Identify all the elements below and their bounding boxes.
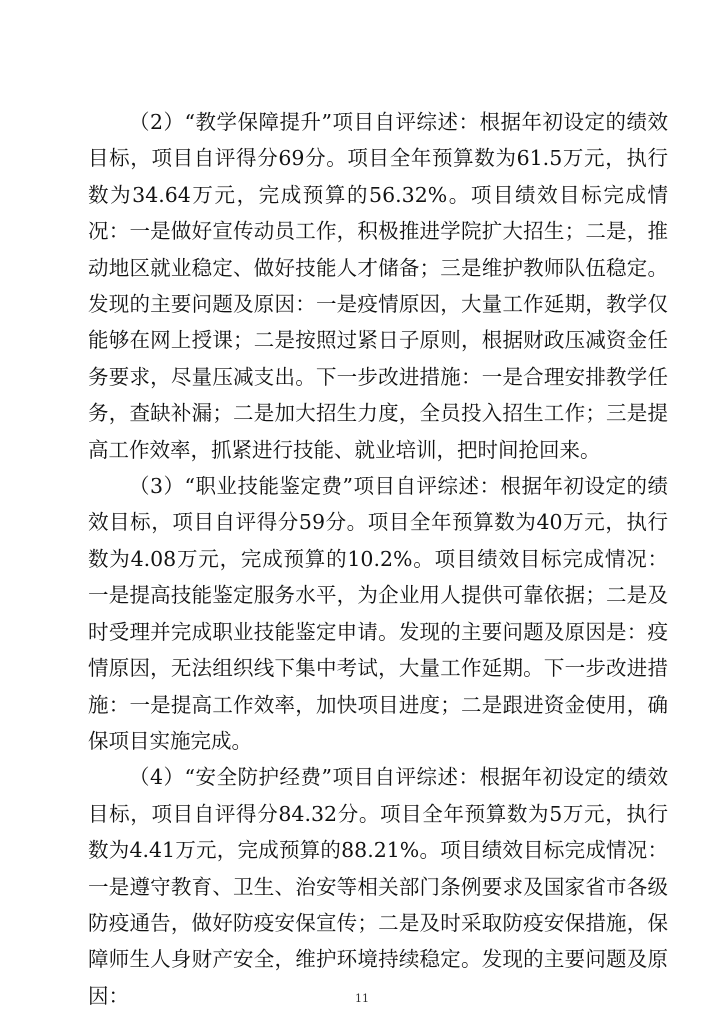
paragraph-skill-appraisal: （3）“职业技能鉴定费”项目自评综述：根据年初设定的绩效目标，项目自评得分59分。项目全年预算数为40万元，执行数为4.08万元，完成预算的10.2%。项目绩效目标完成情况：一是提高技能鉴定服务水平，为企业用人提供可靠依据；二是及时受理并完成职业技能鉴定申请。发现的主要问题及原因是：疫情原因，无法组织线下集中考试，大量工作延期。下一步改进措施：一是提高工作效率，加快项目进度；二是跟进资金使用，确保项目实施完成。 xyxy=(88,474,668,753)
body-text xyxy=(88,104,668,1014)
page-number: 11 xyxy=(355,992,369,1005)
paragraph-teaching-support: （2）“教学保障提升”项目自评综述：根据年初设定的绩效目标，项目自评得分69分。项目全年预算数为61.5万元，执行数为34.64万元，完成预算的56.32%。项目绩效目标完成情况：一是做好宣传动员工作，积极推进学院扩大招生；二是，推动地区就业稳定、做好技能人才储备；三是维护教师队伍稳定。发现的主要问题及原因：一是疫情原因，大量工作延期，教学仅能够在网上授课；二是按照过紧日子原则，根据财政压减资金任务要求，尽量压减支出。下一步改进措施：一是合理安排教学任务，查缺补漏；二是加大招生力度，全员投入招生工作；三是提高工作效率，抓紧进行技能、就业培训，把时间抢回来。 xyxy=(88,110,668,462)
paragraph-safety-protection: （4）“安全防护经费”项目自评综述：根据年初设定的绩效目标，项目自评得分84.32分。项目全年预算数为5万元，执行数为4.41万元，完成预算的88.21%。项目绩效目标完成情况：一是遵守教育、卫生、治安等相关部门条例要求及国家省市各级防疫通告，做好防疫安保宣传；二是及时采取防疫安保措施，保障师生人身财产安全，维护环境持续稳定。发现的主要问题及原因： xyxy=(88,765,668,1008)
